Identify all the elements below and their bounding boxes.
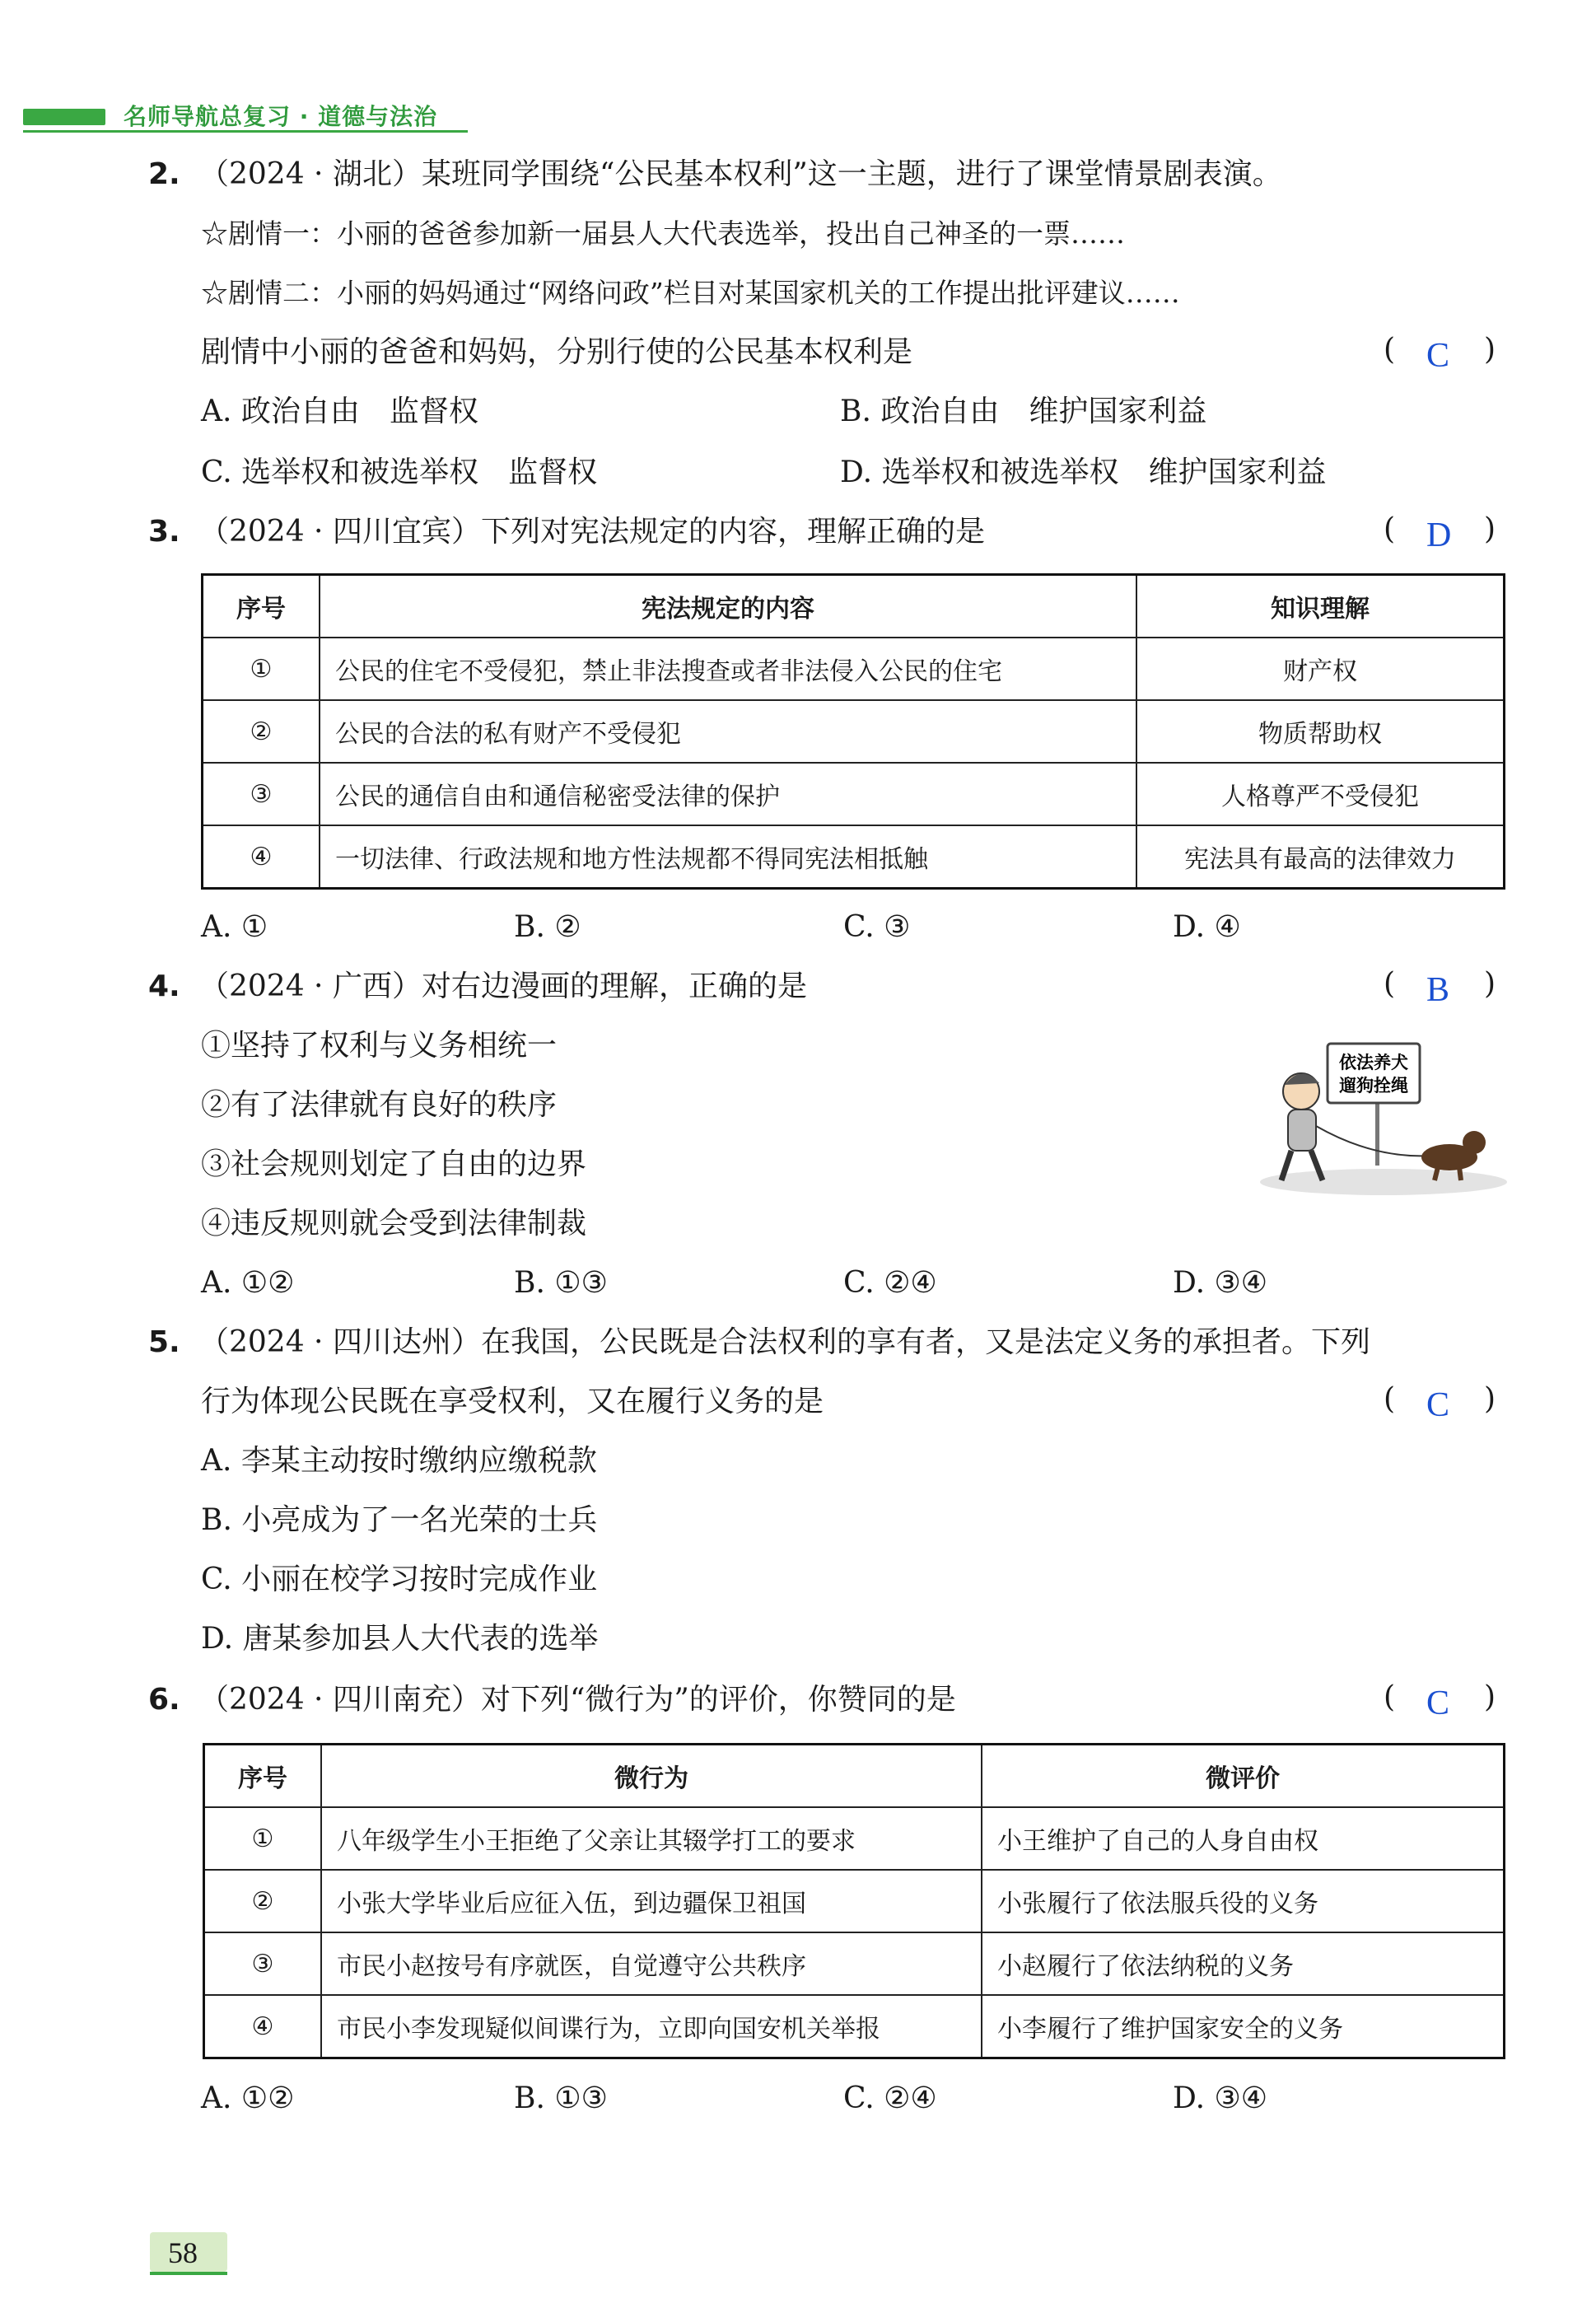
q6-option-a: A. ①② [201,2081,295,2115]
table-row [203,700,1505,763]
page-number-underline [150,2272,227,2275]
q6-cell: 市民小赵按号有序就医，自觉遵守公共秩序 [321,1932,982,1995]
q6-cell: 市民小李发现疑似间谍行为，立即向国安机关举报 [321,1995,982,2058]
q6-header-index: 序号 [204,1745,322,1808]
q6-cell: ③ [204,1932,322,1995]
q4-item-2: ②有了法律就有良好的秩序 [201,1088,558,1122]
q4-option-b: B. ①③ [514,1266,608,1300]
q3-cell: 物质帮助权 [1136,700,1505,763]
q3-cell: 公民的通信自由和通信秘密受法律的保护 [320,763,1136,825]
q3-cell: ④ [203,825,320,889]
q2-stem: （2024 · 湖北）某班同学围绕“公民基本权利”这一主题，进行了课堂情景剧表演。 [199,157,1282,191]
q6-paren-open: ( [1384,1680,1396,1714]
header-title: 名师导航总复习 · 道德与法治 [124,103,438,130]
q3-option-d: D. ④ [1173,910,1241,944]
table-header-row [204,1745,1505,1808]
q5-option-a: A. 李某主动按时缴纳应缴税款 [201,1444,597,1478]
table-row [204,1870,1505,1932]
table-row [204,1932,1505,1995]
q3-cell: 人格尊严不受侵犯 [1136,763,1505,825]
q3-table [201,573,1505,890]
q2-number: 2. [148,157,180,191]
q3-option-b: B. ② [514,910,581,944]
q4-option-d: D. ③④ [1173,1266,1268,1300]
table-header-row [203,575,1505,638]
table-row [203,638,1505,700]
q4-sign-line-1: 依法养犬 [1339,1053,1408,1072]
q3-cell: 宪法具有最高的法律效力 [1136,825,1505,889]
page-number-badge [150,2232,227,2272]
q6-cell: 小张履行了依法服兵役的义务 [982,1870,1505,1932]
q2-answer: C [1426,337,1450,375]
q2-paren-open: ( [1384,333,1396,367]
q3-header-index: 序号 [203,575,320,638]
header-green-bar [23,109,105,125]
q3-paren-close: ) [1484,512,1496,546]
q4-stem: （2024 · 广西）对右边漫画的理解，正确的是 [199,969,807,1003]
q3-answer: D [1426,516,1452,554]
q2-question: 剧情中小丽的爸爸和妈妈，分别行使的公民基本权利是 [201,335,913,369]
q6-stem: （2024 · 四川南充）对下列“微行为”的评价，你赞同的是 [199,1683,956,1717]
q3-stem: （2024 · 四川宜宾）下列对宪法规定的内容，理解正确的是 [199,515,985,549]
q2-scene-1: ☆剧情一：小丽的爸爸参加新一届县人大代表选举，投出自己神圣的一票…… [201,217,1125,250]
q6-cell: 小李履行了维护国家安全的义务 [982,1995,1505,2058]
q6-table [203,1743,1505,2059]
q4-item-3: ③社会规则划定了自由的边界 [201,1147,587,1181]
q6-cell: 小赵履行了依法纳税的义务 [982,1932,1505,1995]
q3-header-content: 宪法规定的内容 [320,575,1136,638]
q4-number: 4. [148,969,180,1003]
table-row [203,825,1505,889]
q6-paren-close: ) [1484,1680,1496,1714]
q5-answer: C [1426,1386,1450,1424]
table-row [204,1807,1505,1870]
page-header [23,97,468,135]
q3-paren-open: ( [1384,512,1396,546]
q6-cell: ② [204,1870,322,1932]
q3-cell: 财产权 [1136,638,1505,700]
q4-item-1: ①坚持了权利与义务相统一 [201,1029,558,1063]
q5-option-c: C. 小丽在校学习按时完成作业 [201,1563,598,1596]
q3-cell: 一切法律、行政法规和地方性法规都不得同宪法相抵触 [320,825,1136,889]
q3-cell: ③ [203,763,320,825]
q6-option-c: C. ②④ [843,2081,937,2115]
header-underline [23,130,468,133]
q6-answer: C [1426,1684,1450,1722]
q2-paren-close: ) [1484,333,1496,367]
q6-header-behavior: 微行为 [321,1745,982,1808]
q3-cell: 公民的合法的私有财产不受侵犯 [320,700,1136,763]
q6-cell: ④ [204,1995,322,2058]
q4-paren-close: ) [1484,967,1496,1001]
q6-cell: ① [204,1807,322,1870]
q5-option-d: D. 唐某参加县人大代表的选举 [201,1622,599,1656]
dog-walking-cartoon-icon [1252,1034,1515,1198]
q4-paren-open: ( [1384,967,1396,1001]
q6-option-b: B. ①③ [514,2081,608,2115]
q6-cell: 小王维护了自己的人身自由权 [982,1807,1505,1870]
q4-item-4: ④违反规则就会受到法律制裁 [201,1207,587,1240]
table-row [203,763,1505,825]
q5-stem-continued: 行为体现公民既在享受权利，又在履行义务的是 [201,1385,824,1418]
q4-option-c: C. ②④ [843,1266,937,1300]
q6-cell: 小张大学毕业后应征入伍，到边疆保卫祖国 [321,1870,982,1932]
q6-header-evaluation: 微评价 [982,1745,1505,1808]
q2-option-c: C. 选举权和被选举权 监督权 [201,456,598,489]
q6-number: 6. [148,1683,180,1717]
q3-cell: ② [203,700,320,763]
table-row [204,1995,1505,2058]
q4-answer: B [1426,971,1450,1009]
q6-cell: 八年级学生小王拒绝了父亲让其辍学打工的要求 [321,1807,982,1870]
q4-sign-line-2: 遛狗拴绳 [1339,1076,1408,1096]
q5-option-b: B. 小亮成为了一名光荣的士兵 [201,1503,598,1537]
q3-cell: ① [203,638,320,700]
page-number: 58 [168,2236,198,2269]
q2-option-a: A. 政治自由 监督权 [201,395,478,428]
q3-option-a: A. ① [201,910,268,944]
q5-paren-close: ) [1484,1382,1496,1416]
q4-option-a: A. ①② [201,1266,295,1300]
q2-scene-2: ☆剧情二：小丽的妈妈通过“网络问政”栏目对某国家机关的工作提出批评建议…… [201,277,1180,309]
q5-paren-open: ( [1384,1382,1396,1416]
q3-number: 3. [148,515,180,549]
q6-option-d: D. ③④ [1173,2081,1268,2115]
q5-stem: （2024 · 四川达州）在我国，公民既是合法权利的享有者，又是法定义务的承担者。下列 [199,1325,1370,1359]
q4-cartoon [1252,1034,1515,1198]
q3-option-c: C. ③ [843,910,911,944]
q2-option-b: B. 政治自由 维护国家利益 [840,395,1207,428]
q3-header-understanding: 知识理解 [1136,575,1505,638]
q5-number: 5. [148,1325,180,1359]
q2-option-d: D. 选举权和被选举权 维护国家利益 [840,456,1327,489]
q3-cell: 公民的住宅不受侵犯，禁止非法搜查或者非法侵入公民的住宅 [320,638,1136,700]
